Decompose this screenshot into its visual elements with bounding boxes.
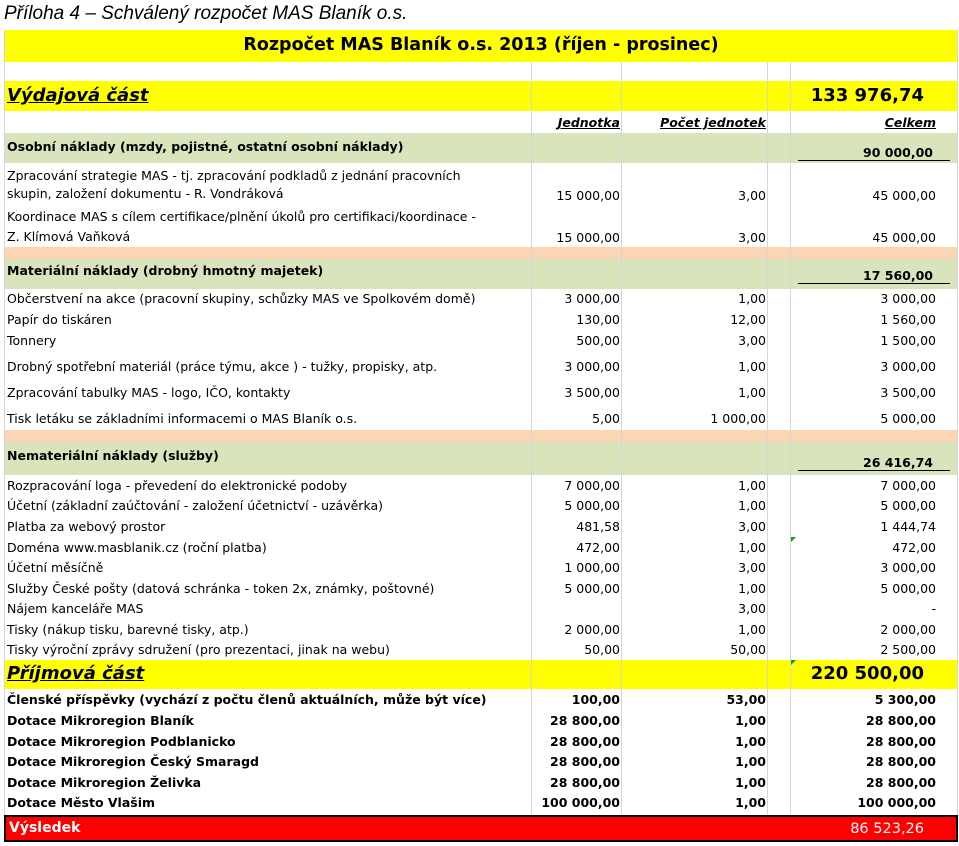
row-description: Dotace Mikroregion Podblanicko	[7, 734, 236, 749]
row-description: Členské příspěvky (vychází z počtu členů aktuálních, může být více)	[7, 692, 487, 707]
table-row	[4, 330, 958, 350]
row-total: 7 000,00	[880, 478, 936, 493]
table-row	[4, 792, 958, 813]
row-total: 1 500,00	[880, 333, 936, 348]
row-description: Občerstvení na akce (pracovní skupiny, schůzky MAS ve Spolkovém domě)	[7, 291, 476, 306]
row-count: 1,00	[738, 622, 766, 637]
grid-line	[957, 30, 958, 815]
row-unit: 7 000,00	[564, 478, 620, 493]
row-unit: 28 800,00	[550, 734, 620, 749]
grid-line	[531, 62, 532, 815]
row-description: Dotace Mikroregion Blaník	[7, 713, 194, 728]
row-count: 3,00	[738, 230, 766, 245]
row-unit: 3 500,00	[564, 385, 620, 400]
table-row	[4, 731, 958, 751]
row-description: Tonnery	[7, 333, 57, 348]
services-costs-header	[4, 442, 958, 475]
table-row	[4, 619, 958, 639]
row-unit: 28 800,00	[550, 775, 620, 790]
services-costs-subtotal: 26 416,74	[798, 455, 950, 471]
table-row	[4, 516, 958, 537]
row-count: 1,00	[735, 713, 766, 728]
row-count: 3,00	[738, 601, 766, 616]
row-total: 3 000,00	[880, 359, 936, 374]
row-description: Dotace Mikroregion Český Smaragd	[7, 754, 259, 769]
row-total: 5 300,00	[874, 692, 936, 707]
row-unit: 3 000,00	[564, 359, 620, 374]
row-total: 3 500,00	[880, 385, 936, 400]
row-unit: 500,00	[576, 333, 620, 348]
budget-sheet	[4, 30, 958, 845]
row-unit: 3 000,00	[564, 291, 620, 306]
table-row	[4, 751, 958, 772]
personal-costs-title: Osobní náklady (mzdy, pojistné, ostatní osobní náklady)	[7, 139, 404, 154]
row-unit: 28 800,00	[550, 713, 620, 728]
income-total: 220 500,00	[810, 663, 924, 684]
row-count: 1,00	[738, 498, 766, 513]
row-total: 5 000,00	[880, 581, 936, 596]
row-description: Tisky (nákup tisku, barevné tisky, atp.)	[7, 622, 249, 637]
grid-line	[621, 62, 622, 815]
title-row	[4, 30, 958, 62]
grid-line	[790, 62, 791, 815]
table-row	[4, 309, 958, 330]
row-total: 5 000,00	[880, 498, 936, 513]
header-total: Celkem	[884, 115, 936, 130]
expense-section-header	[4, 81, 958, 111]
row-description: Dotace Město Vlašim	[7, 795, 156, 810]
row-total: 3 000,00	[880, 291, 936, 306]
row-description: Nájem kanceláře MAS	[7, 601, 144, 616]
row-description: Dotace Mikroregion Želivka	[7, 775, 202, 790]
expense-total: 133 976,74	[810, 85, 924, 106]
row-description: Platba za webový prostor	[7, 519, 166, 534]
row-description-cont: Z. Klímová Vaňková	[7, 229, 131, 244]
result-label: Výsledek	[9, 820, 81, 836]
row-description: Služby České pošty (datová schránka - token 2x, známky, poštovné)	[7, 581, 435, 596]
row-count: 3,00	[738, 560, 766, 575]
row-unit: 100 000,00	[541, 795, 620, 810]
row-count: 1 000,00	[710, 411, 766, 426]
row-unit: 5 000,00	[564, 581, 620, 596]
grid-line	[4, 30, 5, 815]
row-count: 53,00	[726, 692, 766, 707]
column-headers	[4, 111, 958, 133]
row-total: 1 560,00	[880, 312, 936, 327]
material-costs-title: Materiální náklady (drobný hmotný majetek)	[7, 263, 324, 278]
table-row	[4, 598, 958, 619]
page-caption: Příloha 4 – Schválený rozpočet MAS Blaník o.s.	[4, 3, 408, 24]
header-count: Počet jednotek	[660, 115, 766, 130]
row-count: 1,00	[738, 385, 766, 400]
blank-row	[4, 62, 958, 81]
row-description: Zpracování strategie MAS - tj. zpracování podkladů z jednání pracovních	[7, 168, 461, 183]
table-row	[4, 379, 958, 404]
row-unit: 5,00	[592, 411, 620, 426]
row-description: Účetní měsíčně	[7, 560, 104, 575]
row-description: Tisky výroční zprávy sdružení (pro prezentaci, jinak na webu)	[7, 642, 390, 657]
row-description: Koordinace MAS s cílem certifikace/plnění úkolů pro certifikaci/koordinace -	[7, 209, 476, 224]
row-total: 28 800,00	[866, 713, 936, 728]
row-unit: 15 000,00	[556, 188, 620, 203]
row-description: Rozpracování loga - převedení do elektronické podoby	[7, 478, 348, 493]
table-row	[4, 639, 958, 660]
sheet-title: Rozpočet MAS Blaník o.s. 2013 (říjen - prosinec)	[243, 35, 719, 55]
row-unit: 5 000,00	[564, 498, 620, 513]
table-row	[4, 689, 958, 710]
table-row	[4, 537, 958, 557]
row-description: Papír do tiskáren	[7, 312, 112, 327]
row-description: Účetní (základní zaúčtování - založení účetnictví - uzávěrka)	[7, 498, 384, 513]
table-row	[4, 164, 958, 205]
row-count: 3,00	[738, 333, 766, 348]
row-description: Zpracování tabulky MAS - logo, IČO, kontakty	[7, 385, 291, 400]
result-row	[4, 815, 958, 842]
table-row	[4, 350, 958, 379]
row-total: 28 800,00	[866, 734, 936, 749]
row-count: 50,00	[730, 642, 766, 657]
row-count: 1,00	[735, 754, 766, 769]
table-row	[4, 205, 958, 247]
separator-row	[4, 247, 958, 259]
table-row	[4, 772, 958, 792]
row-total: 3 000,00	[880, 560, 936, 575]
row-unit: 28 800,00	[550, 754, 620, 769]
row-unit: 130,00	[576, 312, 620, 327]
personal-costs-subtotal: 90 000,00	[798, 145, 950, 161]
row-total: 45 000,00	[872, 230, 936, 245]
table-row	[4, 289, 958, 309]
row-unit: 472,00	[576, 540, 620, 555]
row-count: 1,00	[735, 734, 766, 749]
row-description: Doména www.masblanik.cz (roční platba)	[7, 540, 267, 555]
row-total: 1 444,74	[880, 519, 936, 534]
row-unit: 100,00	[571, 692, 620, 707]
table-row	[4, 557, 958, 578]
row-count: 1,00	[735, 795, 766, 810]
row-count: 1,00	[735, 775, 766, 790]
row-total: 45 000,00	[872, 188, 936, 203]
separator-row	[4, 430, 958, 442]
row-total: 2 000,00	[880, 622, 936, 637]
row-total: -	[931, 601, 936, 616]
row-count: 1,00	[738, 540, 766, 555]
row-total: 28 800,00	[866, 775, 936, 790]
row-count: 1,00	[738, 291, 766, 306]
table-row	[4, 475, 958, 495]
row-total: 5 000,00	[880, 411, 936, 426]
header-unit: Jednotka	[557, 115, 620, 130]
material-costs-header	[4, 259, 958, 289]
grid-line	[767, 62, 768, 815]
row-total: 100 000,00	[857, 795, 936, 810]
table-row	[4, 404, 958, 430]
row-total: 472,00	[892, 540, 936, 555]
row-unit: 481,58	[576, 519, 620, 534]
row-count: 1,00	[738, 359, 766, 374]
table-row	[4, 495, 958, 516]
row-count: 12,00	[730, 312, 766, 327]
row-total: 28 800,00	[866, 754, 936, 769]
result-value: 86 523,26	[850, 821, 924, 837]
row-total: 2 500,00	[880, 642, 936, 657]
row-unit: 1 000,00	[564, 560, 620, 575]
row-unit: 50,00	[584, 642, 620, 657]
expense-title: Výdajová část	[7, 85, 149, 106]
row-count: 3,00	[738, 519, 766, 534]
services-costs-title: Nemateriální náklady (služby)	[7, 448, 219, 463]
income-section-header	[4, 660, 958, 689]
row-unit: 15 000,00	[556, 230, 620, 245]
row-description: Tisk letáku se základními informacemi o MAS Blaník o.s.	[7, 411, 358, 426]
row-description-cont: skupin, založení dokumentu - R. Vondráková	[7, 186, 284, 201]
personal-costs-header	[4, 133, 958, 163]
row-count: 1,00	[738, 581, 766, 596]
table-row	[4, 578, 958, 598]
income-title: Příjmová část	[7, 663, 145, 684]
table-row	[4, 710, 958, 731]
material-costs-subtotal: 17 560,00	[798, 268, 950, 284]
row-count: 3,00	[738, 188, 766, 203]
row-count: 1,00	[738, 478, 766, 493]
row-unit: 2 000,00	[564, 622, 620, 637]
row-description: Drobný spotřební materiál (práce týmu, akce ) - tužky, propisky, atp.	[7, 359, 438, 374]
